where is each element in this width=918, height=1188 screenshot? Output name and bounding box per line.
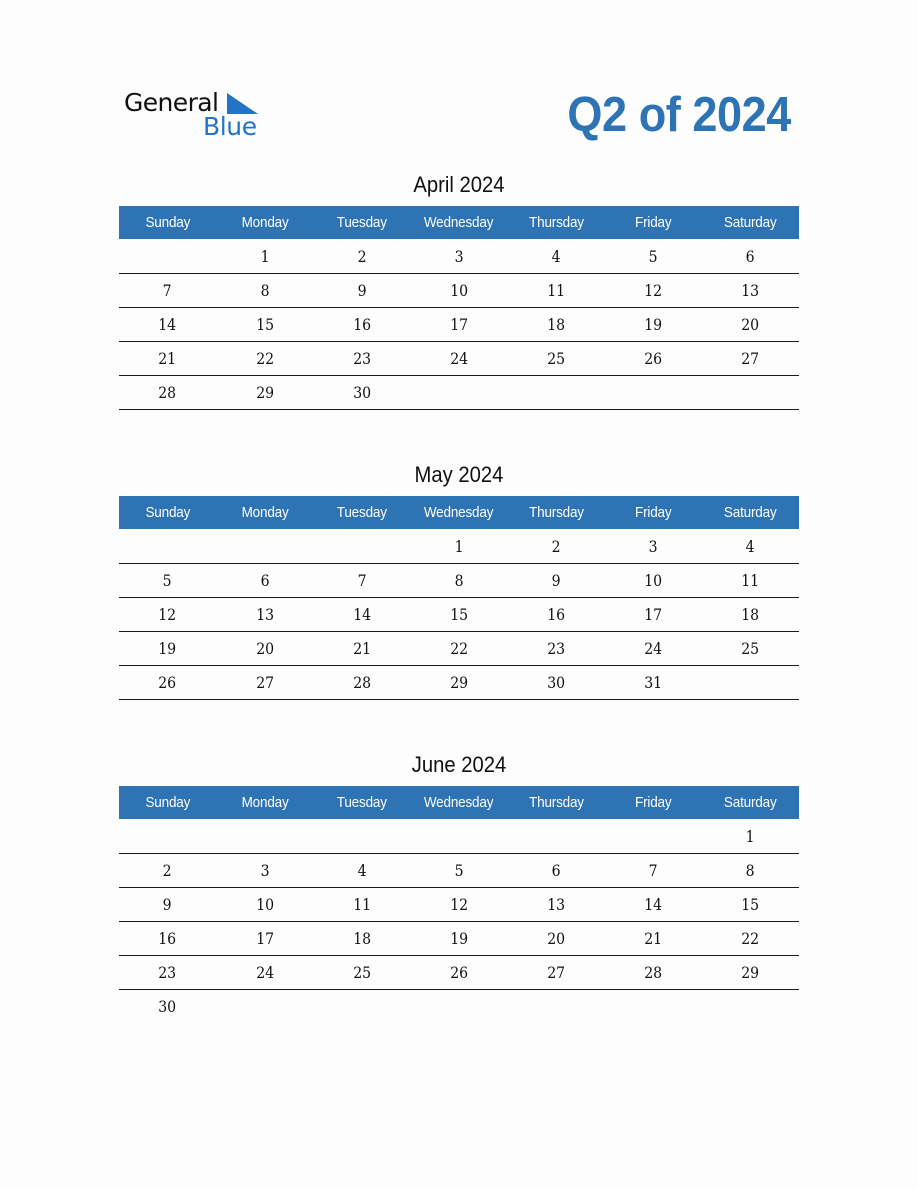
day-number: 29 — [450, 673, 468, 692]
day-number: 5 — [454, 861, 464, 880]
month-calendar-may — [119, 462, 799, 700]
day-cell — [605, 665, 702, 699]
week-row — [119, 341, 799, 375]
day-number: 17 — [450, 315, 468, 334]
day-number: 30 — [158, 997, 177, 1017]
day-number: 3 — [454, 246, 464, 266]
weekday-label: Thursday — [528, 504, 584, 521]
day-number: 7 — [648, 861, 658, 880]
day-cell — [410, 631, 507, 665]
month-calendar-june — [119, 752, 799, 1023]
day-cell — [508, 597, 605, 631]
day-number: 25 — [352, 963, 371, 982]
day-cell — [508, 921, 605, 955]
week-row — [119, 631, 799, 665]
day-cell — [410, 597, 507, 631]
day-cell — [605, 887, 702, 921]
day-number: 17 — [255, 929, 274, 948]
day-number: 27 — [547, 963, 566, 982]
day-cell — [216, 307, 313, 341]
day-cell — [605, 529, 702, 563]
week-row — [119, 853, 799, 887]
day-cell — [216, 375, 313, 409]
day-cell — [119, 341, 216, 375]
day-cell — [508, 631, 605, 665]
weekday-label: Saturday — [724, 504, 777, 521]
day-cell — [410, 239, 507, 273]
day-number: 25 — [741, 639, 760, 658]
day-cell — [605, 853, 702, 887]
weekday-label: Sunday — [145, 794, 190, 811]
day-number: 11 — [352, 895, 371, 914]
weekday-label: Saturday — [724, 794, 777, 811]
day-cell — [410, 921, 507, 955]
day-cell — [410, 375, 507, 409]
day-number: 27 — [255, 673, 274, 692]
day-number: 3 — [260, 861, 270, 880]
day-cell — [410, 341, 507, 375]
day-number: 24 — [450, 349, 468, 368]
day-number: 19 — [644, 315, 663, 334]
day-cell — [508, 273, 605, 307]
day-cell — [119, 597, 216, 631]
day-cell — [702, 921, 799, 955]
day-cell — [119, 989, 216, 1023]
day-cell — [313, 597, 410, 631]
day-number: 6 — [260, 571, 270, 590]
day-number: 12 — [450, 895, 468, 914]
day-cell — [410, 563, 507, 597]
weekday-header — [216, 206, 313, 239]
day-cell — [313, 887, 410, 921]
day-cell — [119, 563, 216, 597]
day-cell — [313, 375, 410, 409]
day-number: 11 — [547, 281, 566, 300]
weekday-header-row — [119, 786, 799, 819]
day-cell — [119, 887, 216, 921]
day-cell — [313, 529, 410, 563]
day-number: 9 — [551, 571, 561, 590]
week-row — [119, 597, 799, 631]
weekday-header — [410, 496, 507, 529]
day-cell — [410, 887, 507, 921]
day-number: 4 — [745, 536, 755, 556]
day-number: 22 — [255, 349, 274, 368]
day-cell — [313, 921, 410, 955]
week-row — [119, 921, 799, 955]
week-row — [119, 819, 799, 853]
weekday-header — [508, 496, 605, 529]
day-cell — [508, 307, 605, 341]
day-number: 6 — [551, 861, 561, 880]
week-row — [119, 375, 799, 409]
day-cell — [605, 375, 702, 409]
day-cell — [410, 989, 507, 1023]
weekday-header — [702, 786, 799, 819]
month-title: May 2024 — [414, 462, 504, 487]
week-row — [119, 529, 799, 563]
day-cell — [313, 989, 410, 1023]
day-cell — [508, 375, 605, 409]
day-number: 26 — [450, 963, 468, 982]
day-number: 17 — [644, 605, 663, 624]
weekday-label: Sunday — [145, 214, 190, 231]
day-cell — [605, 955, 702, 989]
day-cell — [605, 631, 702, 665]
day-cell — [216, 631, 313, 665]
day-cell — [410, 665, 507, 699]
day-cell — [216, 563, 313, 597]
day-number: 23 — [158, 963, 177, 982]
day-number: 20 — [547, 929, 566, 948]
day-cell — [702, 375, 799, 409]
day-number: 15 — [450, 605, 468, 624]
day-cell — [702, 341, 799, 375]
day-cell — [313, 239, 410, 273]
day-number: 16 — [547, 605, 566, 624]
day-number: 18 — [741, 605, 760, 624]
day-cell — [508, 563, 605, 597]
calendar-table — [119, 786, 799, 1023]
day-number: 1 — [260, 246, 270, 266]
day-number: 8 — [454, 571, 464, 590]
day-cell — [508, 887, 605, 921]
day-number: 1 — [454, 536, 464, 556]
day-cell — [605, 563, 702, 597]
week-row — [119, 273, 799, 307]
day-cell — [313, 955, 410, 989]
logo-triangle-icon — [227, 93, 258, 114]
day-cell — [119, 665, 216, 699]
weekday-header — [313, 496, 410, 529]
day-number: 15 — [255, 315, 274, 334]
day-number: 6 — [745, 246, 755, 266]
day-cell — [216, 921, 313, 955]
day-number: 21 — [158, 349, 177, 368]
day-number: 20 — [741, 315, 760, 334]
weekday-label: Monday — [241, 214, 289, 231]
day-number: 19 — [158, 639, 177, 658]
day-cell — [702, 819, 799, 853]
day-cell — [702, 955, 799, 989]
weekday-header — [508, 786, 605, 819]
day-number: 30 — [352, 383, 371, 402]
day-cell — [313, 631, 410, 665]
day-number: 26 — [158, 673, 177, 692]
page-title: Q2 of 2024 — [567, 88, 791, 142]
day-number: 30 — [547, 673, 566, 692]
day-cell — [410, 273, 507, 307]
day-number: 21 — [352, 639, 371, 658]
day-number: 28 — [644, 963, 663, 982]
day-number: 24 — [644, 639, 663, 658]
weekday-header — [702, 496, 799, 529]
weekday-header — [119, 786, 216, 819]
day-number: 14 — [158, 315, 177, 334]
day-number: 22 — [741, 929, 760, 948]
logo-text-general: General — [124, 88, 219, 117]
day-cell — [313, 341, 410, 375]
day-number: 13 — [741, 281, 760, 300]
day-cell — [605, 921, 702, 955]
day-cell — [313, 853, 410, 887]
weekday-header — [702, 206, 799, 239]
day-number: 29 — [741, 963, 760, 982]
day-cell — [508, 665, 605, 699]
day-number: 24 — [255, 963, 274, 982]
day-cell — [119, 921, 216, 955]
day-number: 13 — [547, 895, 566, 914]
weekday-label: Wednesday — [424, 794, 494, 811]
weekday-label: Tuesday — [336, 214, 387, 231]
day-cell — [508, 529, 605, 563]
day-number: 5 — [163, 571, 173, 590]
day-cell — [702, 563, 799, 597]
day-number: 10 — [644, 571, 663, 590]
day-cell — [702, 853, 799, 887]
weekday-header — [605, 786, 702, 819]
day-cell — [119, 375, 216, 409]
weekday-label: Wednesday — [424, 214, 494, 231]
day-number: 18 — [547, 315, 566, 334]
day-cell — [216, 955, 313, 989]
day-cell — [119, 239, 216, 273]
day-cell — [410, 307, 507, 341]
day-number: 9 — [357, 281, 367, 300]
day-cell — [216, 529, 313, 563]
day-number: 2 — [163, 861, 173, 880]
weekday-header — [605, 496, 702, 529]
weekday-label: Friday — [635, 214, 672, 231]
weekday-label: Tuesday — [336, 794, 387, 811]
day-cell — [119, 529, 216, 563]
weekday-label: Sunday — [145, 504, 190, 521]
weekday-label: Friday — [635, 504, 672, 521]
general-blue-logo — [124, 88, 264, 144]
day-number: 13 — [255, 605, 274, 624]
day-cell — [605, 597, 702, 631]
day-cell — [605, 239, 702, 273]
day-number: 28 — [352, 673, 371, 692]
day-cell — [216, 273, 313, 307]
day-number: 8 — [260, 281, 270, 300]
day-cell — [605, 341, 702, 375]
day-cell — [119, 853, 216, 887]
week-row — [119, 887, 799, 921]
day-number: 19 — [450, 929, 468, 948]
day-number: 26 — [644, 349, 663, 368]
day-number: 9 — [163, 895, 173, 914]
weekday-header — [216, 496, 313, 529]
weekday-label: Friday — [635, 794, 672, 811]
day-number: 15 — [741, 895, 760, 914]
day-number: 16 — [158, 929, 177, 948]
day-number: 7 — [357, 571, 367, 590]
day-number: 18 — [352, 929, 371, 948]
day-number: 1 — [745, 826, 755, 846]
month-calendar-april — [119, 172, 799, 410]
day-number: 12 — [644, 281, 663, 300]
day-number: 16 — [352, 315, 371, 334]
day-cell — [605, 989, 702, 1023]
day-cell — [313, 819, 410, 853]
weekday-header — [216, 786, 313, 819]
weekday-header — [605, 206, 702, 239]
weekday-label: Thursday — [528, 214, 584, 231]
week-row — [119, 665, 799, 699]
calendar-table — [119, 496, 799, 700]
day-cell — [216, 239, 313, 273]
day-number: 3 — [648, 536, 658, 556]
week-row — [119, 307, 799, 341]
day-cell — [119, 819, 216, 853]
day-cell — [605, 307, 702, 341]
day-cell — [216, 819, 313, 853]
day-number: 29 — [255, 383, 274, 402]
day-cell — [410, 955, 507, 989]
day-cell — [702, 529, 799, 563]
day-cell — [605, 819, 702, 853]
day-cell — [702, 631, 799, 665]
calendar-table — [119, 206, 799, 410]
weekday-header — [313, 206, 410, 239]
day-number: 2 — [357, 246, 367, 266]
day-cell — [508, 819, 605, 853]
day-cell — [410, 529, 507, 563]
month-title: April 2024 — [413, 172, 505, 197]
day-number: 14 — [644, 895, 663, 914]
day-cell — [508, 955, 605, 989]
day-cell — [702, 273, 799, 307]
day-number: 27 — [741, 349, 760, 368]
day-number: 21 — [644, 929, 663, 948]
weekday-header — [313, 786, 410, 819]
day-number: 11 — [741, 571, 760, 590]
day-cell — [508, 239, 605, 273]
day-cell — [702, 239, 799, 273]
week-row — [119, 563, 799, 597]
day-number: 10 — [450, 281, 468, 300]
day-number: 20 — [255, 639, 274, 658]
day-number: 28 — [158, 383, 177, 402]
day-cell — [702, 307, 799, 341]
day-cell — [313, 307, 410, 341]
day-cell — [216, 665, 313, 699]
day-cell — [410, 853, 507, 887]
weekday-header — [119, 206, 216, 239]
weekday-header — [508, 206, 605, 239]
weekday-header — [410, 786, 507, 819]
day-number: 23 — [352, 349, 371, 368]
day-cell — [410, 819, 507, 853]
week-row — [119, 239, 799, 273]
day-number: 23 — [547, 639, 566, 658]
weekday-header-row — [119, 206, 799, 239]
weekday-header — [119, 496, 216, 529]
weekday-label: Monday — [241, 794, 289, 811]
day-cell — [119, 631, 216, 665]
day-cell — [508, 853, 605, 887]
day-number: 7 — [163, 281, 173, 300]
day-number: 8 — [745, 861, 755, 880]
day-number: 4 — [357, 861, 367, 880]
day-number: 22 — [450, 639, 468, 658]
day-cell — [313, 665, 410, 699]
day-cell — [702, 887, 799, 921]
day-number: 25 — [547, 349, 566, 368]
week-row — [119, 989, 799, 1023]
weekday-header-row — [119, 496, 799, 529]
day-number: 4 — [551, 246, 561, 266]
day-cell — [508, 341, 605, 375]
week-row — [119, 955, 799, 989]
day-cell — [216, 341, 313, 375]
day-cell — [508, 989, 605, 1023]
day-cell — [216, 853, 313, 887]
weekday-label: Wednesday — [424, 504, 494, 521]
day-number: 14 — [352, 605, 371, 624]
day-number: 12 — [158, 605, 177, 624]
day-cell — [119, 955, 216, 989]
weekday-label: Monday — [241, 504, 289, 521]
logo-text-blue: Blue — [203, 112, 257, 141]
day-number: 5 — [648, 246, 658, 266]
day-cell — [702, 989, 799, 1023]
day-number: 2 — [551, 536, 561, 556]
day-cell — [702, 665, 799, 699]
day-cell — [216, 887, 313, 921]
month-title: June 2024 — [411, 752, 507, 777]
day-cell — [119, 273, 216, 307]
day-cell — [605, 273, 702, 307]
weekday-header — [410, 206, 507, 239]
day-cell — [216, 989, 313, 1023]
day-number: 31 — [644, 673, 663, 692]
weekday-label: Tuesday — [336, 504, 387, 521]
day-cell — [313, 563, 410, 597]
day-cell — [216, 597, 313, 631]
weekday-label: Thursday — [528, 794, 584, 811]
weekday-label: Saturday — [724, 214, 777, 231]
day-number: 10 — [255, 895, 274, 914]
day-cell — [119, 307, 216, 341]
day-cell — [702, 597, 799, 631]
day-cell — [313, 273, 410, 307]
